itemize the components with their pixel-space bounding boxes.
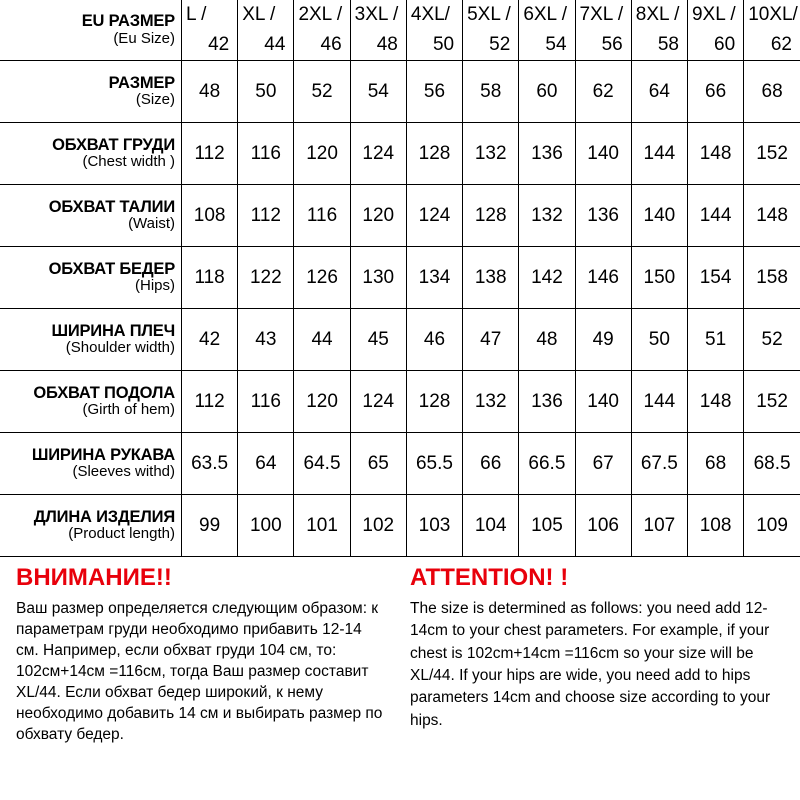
attention-title-ru: ВНИМАНИЕ!! <box>16 564 172 591</box>
header-cell-size: 2XL / <box>298 4 343 25</box>
table-cell: 116 <box>238 371 294 433</box>
row-header-en-label: (Shoulder width) <box>65 339 175 357</box>
attention-russian <box>0 564 400 800</box>
table-cell: 100 <box>238 495 294 557</box>
row-header-en-label: (Chest width ) <box>82 153 175 171</box>
table-row <box>0 123 800 185</box>
table-row <box>0 309 800 371</box>
header-cell-size: XL / <box>242 4 276 25</box>
table-cell: 136 <box>519 371 575 433</box>
row-header-ru-label: ДЛИНА ИЗДЕЛИЯ <box>33 507 175 526</box>
table-cell: 158 <box>744 247 800 309</box>
header-cell <box>575 0 631 61</box>
header-cell-size: 4XL/ <box>410 4 450 25</box>
table-cell: 134 <box>406 247 462 309</box>
header-cell-eu: 50 <box>432 34 455 55</box>
table-cell: 128 <box>406 123 462 185</box>
header-cell-eu: 52 <box>489 34 511 55</box>
table-cell: 140 <box>631 185 687 247</box>
table-cell: 128 <box>406 371 462 433</box>
header-cell-eu: 62 <box>770 34 792 55</box>
table-cell: 64.5 <box>294 433 350 495</box>
header-cell-size: 3XL / <box>354 4 399 25</box>
row-header-hips <box>0 247 182 309</box>
table-cell: 132 <box>463 123 519 185</box>
table-cell: 66 <box>463 433 519 495</box>
table-cell: 144 <box>687 185 743 247</box>
header-cell-eu: 56 <box>601 34 623 55</box>
table-cell: 65 <box>350 433 406 495</box>
row-header-en-label: (Hips) <box>135 277 175 295</box>
table-cell: 144 <box>631 123 687 185</box>
table-cell: 148 <box>744 185 800 247</box>
row-header-size <box>0 61 182 123</box>
row-header-girth-of-hem <box>0 371 182 433</box>
table-cell: 109 <box>744 495 800 557</box>
table-cell: 154 <box>687 247 743 309</box>
table-cell: 140 <box>575 123 631 185</box>
table-cell: 152 <box>744 123 800 185</box>
table-cell: 47 <box>463 309 519 371</box>
row-header-sleeves-width <box>0 433 182 495</box>
table-cell: 112 <box>182 371 238 433</box>
table-cell: 68.5 <box>744 433 800 495</box>
table-cell: 42 <box>182 309 238 371</box>
table-cell: 130 <box>350 247 406 309</box>
table-row <box>0 371 800 433</box>
table-cell: 46 <box>406 309 462 371</box>
table-cell: 64 <box>631 61 687 123</box>
table-cell: 48 <box>519 309 575 371</box>
row-header-ru-label: РАЗМЕР <box>108 73 175 92</box>
table-row <box>0 185 800 247</box>
table-cell: 136 <box>575 185 631 247</box>
table-cell: 50 <box>238 61 294 123</box>
row-header-ru-label: ОБХВАТ ПОДОЛА <box>33 383 175 402</box>
row-header-en-label: (Product length) <box>68 525 175 543</box>
header-cell-eu: 54 <box>545 34 567 55</box>
table-cell: 116 <box>294 185 350 247</box>
row-header-en-label: (Size) <box>135 91 175 109</box>
table-cell: 49 <box>575 309 631 371</box>
attention-body-en: The size is determined as follows: you need add 12-14cm to your chest parameters. For example, if your chest is 102cm+14cm =116cm so your size will be XL/44. If your hips are wide, you need add to hips parameters 14cm and choose size according to your hips. <box>410 600 771 729</box>
header-cell-eu: 58 <box>657 34 679 55</box>
table-cell: 144 <box>631 371 687 433</box>
header-cell-size: 5XL / <box>467 4 511 25</box>
attention-english <box>400 564 800 800</box>
table-cell: 44 <box>294 309 350 371</box>
table-cell: 67 <box>575 433 631 495</box>
table-cell: 54 <box>350 61 406 123</box>
table-cell: 45 <box>350 309 406 371</box>
header-cell <box>238 0 294 61</box>
table-cell: 122 <box>238 247 294 309</box>
header-cell <box>519 0 575 61</box>
row-header-en-label: (Waist) <box>128 215 175 233</box>
header-cell <box>182 0 238 61</box>
row-header-en-label: (Eu Size) <box>113 29 175 47</box>
header-cell-size: 8XL / <box>635 4 680 25</box>
table-cell: 66 <box>687 61 743 123</box>
table-cell: 142 <box>519 247 575 309</box>
header-cell-eu: 46 <box>320 34 342 55</box>
table-cell: 108 <box>182 185 238 247</box>
row-header-eu-size <box>0 0 182 61</box>
header-cell <box>294 0 350 61</box>
table-cell: 48 <box>182 61 238 123</box>
table-cell: 120 <box>294 371 350 433</box>
table-cell: 108 <box>687 495 743 557</box>
table-header-row <box>0 0 800 61</box>
table-cell: 56 <box>406 61 462 123</box>
table-cell: 152 <box>744 371 800 433</box>
table-cell: 105 <box>519 495 575 557</box>
table-cell: 140 <box>575 371 631 433</box>
row-header-ru-label: ШИРИНА ПЛЕЧ <box>51 321 175 340</box>
row-header-ru-label: EU РАЗМЕР <box>81 12 175 31</box>
row-header-en-label: (Sleeves withd) <box>72 463 175 481</box>
header-cell-size: 6XL / <box>523 4 567 25</box>
table-cell: 103 <box>406 495 462 557</box>
table-cell: 50 <box>631 309 687 371</box>
table-cell: 128 <box>463 185 519 247</box>
header-cell-size: 10XL/ <box>748 4 798 25</box>
table-cell: 148 <box>687 371 743 433</box>
row-header-product-length <box>0 495 182 557</box>
table-cell: 132 <box>463 371 519 433</box>
table-cell: 107 <box>631 495 687 557</box>
table-row <box>0 495 800 557</box>
table-cell: 66.5 <box>519 433 575 495</box>
table-cell: 64 <box>238 433 294 495</box>
table-cell: 148 <box>687 123 743 185</box>
header-cell <box>406 0 462 61</box>
table-cell: 104 <box>463 495 519 557</box>
row-header-ru-label: ОБХВАТ БЕДЕР <box>48 259 175 278</box>
table-cell: 146 <box>575 247 631 309</box>
table-cell: 120 <box>350 185 406 247</box>
table-cell: 65.5 <box>406 433 462 495</box>
table-cell: 106 <box>575 495 631 557</box>
table-cell: 43 <box>238 309 294 371</box>
header-cell-eu: 42 <box>208 34 230 55</box>
table-cell: 62 <box>575 61 631 123</box>
header-cell <box>463 0 519 61</box>
table-cell: 132 <box>519 185 575 247</box>
header-cell <box>631 0 687 61</box>
table-cell: 68 <box>744 61 800 123</box>
table-cell: 67.5 <box>631 433 687 495</box>
table-cell: 99 <box>182 495 238 557</box>
table-row <box>0 433 800 495</box>
table-cell: 101 <box>294 495 350 557</box>
table-cell: 102 <box>350 495 406 557</box>
table-cell: 51 <box>687 309 743 371</box>
table-cell: 136 <box>519 123 575 185</box>
table-cell: 120 <box>294 123 350 185</box>
table-cell: 60 <box>519 61 575 123</box>
table-cell: 124 <box>350 371 406 433</box>
row-header-chest-width <box>0 123 182 185</box>
table-cell: 52 <box>294 61 350 123</box>
table-cell: 138 <box>463 247 519 309</box>
table-cell: 52 <box>744 309 800 371</box>
header-cell <box>687 0 743 61</box>
table-cell: 68 <box>687 433 743 495</box>
attention-section <box>0 550 800 800</box>
attention-body-ru: Ваш размер определяется следующим образом: к параметрам груди необходимо прибавить 12-14 см. Например, если обхват груди 104 см, то: 102см+14см =116см, тогда Ваш размер составит XL/44. Если обхват бедер широкий, к нему необходимо добавить 14 см и выбирать размер по обхвату бедер. <box>16 600 383 744</box>
table-cell: 118 <box>182 247 238 309</box>
table-cell: 150 <box>631 247 687 309</box>
table-cell: 124 <box>406 185 462 247</box>
table-row <box>0 247 800 309</box>
row-header-shoulder-width <box>0 309 182 371</box>
header-cell <box>350 0 406 61</box>
table-cell: 116 <box>238 123 294 185</box>
header-cell-eu: 44 <box>264 34 286 55</box>
header-cell-size: 7XL / <box>579 4 624 25</box>
row-header-en-label: (Girth of hem) <box>82 401 175 419</box>
row-header-waist <box>0 185 182 247</box>
row-header-ru-label: ОБХВАТ ТАЛИИ <box>48 197 175 216</box>
header-cell-size: L / <box>186 4 207 25</box>
header-cell-size: 9XL / <box>691 4 736 25</box>
table-cell: 58 <box>463 61 519 123</box>
header-cell <box>744 0 800 61</box>
table-row <box>0 61 800 123</box>
table-cell: 112 <box>238 185 294 247</box>
attention-title-en: ATTENTION! ! <box>410 564 569 591</box>
table-cell: 126 <box>294 247 350 309</box>
table-cell: 63.5 <box>182 433 238 495</box>
row-header-ru-label: ОБХВАТ ГРУДИ <box>52 135 175 154</box>
row-header-ru-label: ШИРИНА РУКАВА <box>31 445 175 464</box>
header-cell-eu: 60 <box>714 34 736 55</box>
table-cell: 124 <box>350 123 406 185</box>
table-cell: 112 <box>182 123 238 185</box>
header-cell-eu: 48 <box>376 34 398 55</box>
